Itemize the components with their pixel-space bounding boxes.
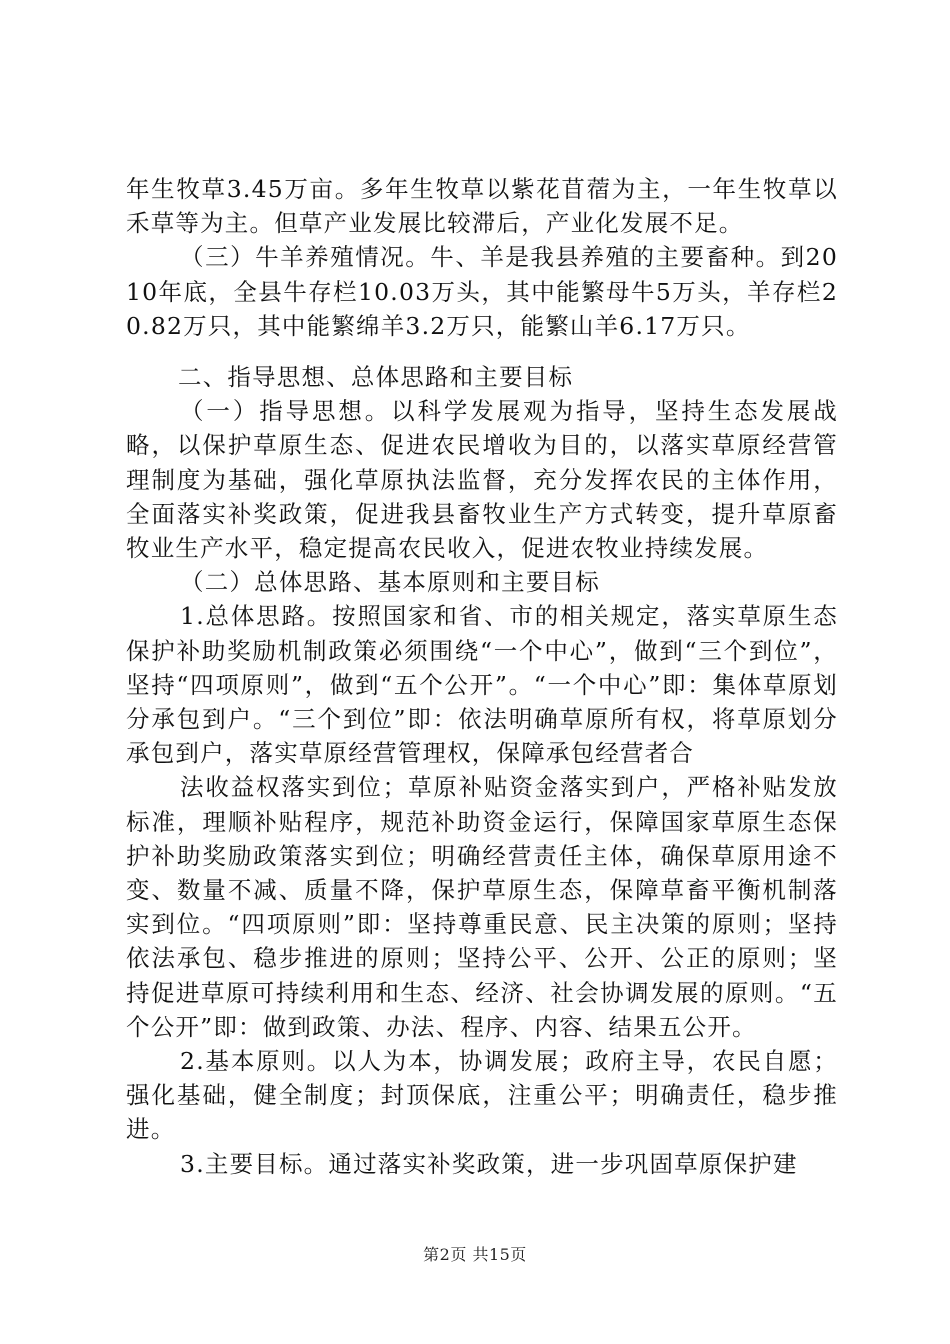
section-heading-guiding-ideology: 二、指导思想、总体思路和主要目标 bbox=[178, 363, 574, 392]
document-body bbox=[126, 172, 838, 1181]
paragraph-forage-area: 年生牧草3.45万亩。多年生牧草以紫花苜蓿为主，一年生牧草以禾草等为主。但草产业发展比较滞后，产业化发展不足。 bbox=[126, 175, 838, 238]
paragraph-overall-approach: 1.总体思路。按照国家和省、市的相关规定，落实草原生态保护补助奖励机制政策必须围绕“一个中心”，做到“三个到位”，坚持“四项原则”，做到“五个公开”。“一个中心”即：集体草原划分承包到户。“三个到位”即：依法明确草原所有权，将草原划分承包到户，落实草原经营管理权，保障承包经营者合 bbox=[126, 602, 838, 768]
paragraph-guiding-ideology: （一）指导思想。以科学发展观为指导，坚持生态发展战略，以保护草原生态、促进农民增收为目的，以落实草原经营管理制度为基础，强化草原执法监督，充分发挥农民的主体作用，全面落实补奖政策，促进我县畜牧业生产方式转变，提升草原畜牧业生产水平，稳定提高农民收入，促进农牧业持续发展。 bbox=[126, 397, 838, 563]
page-number-footer: 第2页 共15页 bbox=[423, 1245, 527, 1264]
paragraph-basic-principles: 2.基本原则。以人为本，协调发展；政府主导，农民自愿；强化基础，健全制度；封顶保底，注重公平；明确责任，稳步推进。 bbox=[126, 1047, 838, 1144]
paragraph-livestock: （三）牛羊养殖情况。牛、羊是我县养殖的主要畜种。到2010年底，全县牛存栏10.03万头，其中能繁母牛5万头，羊存栏20.82万只，其中能繁绵羊3.2万只，能繁山羊6.17万只。 bbox=[126, 243, 838, 340]
paragraph-main-goals: 3.主要目标。通过落实补奖政策，进一步巩固草原保护建 bbox=[180, 1149, 798, 1178]
paragraph-approach-continued: 法收益权落实到位；草原补贴资金落实到户，严格补贴发放标准，理顺补贴程序，规范补助资金运行，保障国家草原生态保护补助奖励政策落实到位；明确经营责任主体，确保草原用途不变、数量不减、质量不降，保护草原生态，保障草畜平衡机制落实到位。“四项原则”即：坚持尊重民意、民主决策的原则；坚持依法承包、稳步推进的原则；坚持公平、公开、公正的原则；坚持促进草原可持续利用和生态、经济、社会协调发展的原则。“五个公开”即：做到政策、办法、程序、内容、结果五公开。 bbox=[126, 773, 838, 1041]
subheading-overall-approach: （二）总体思路、基本原则和主要目标 bbox=[180, 568, 600, 597]
